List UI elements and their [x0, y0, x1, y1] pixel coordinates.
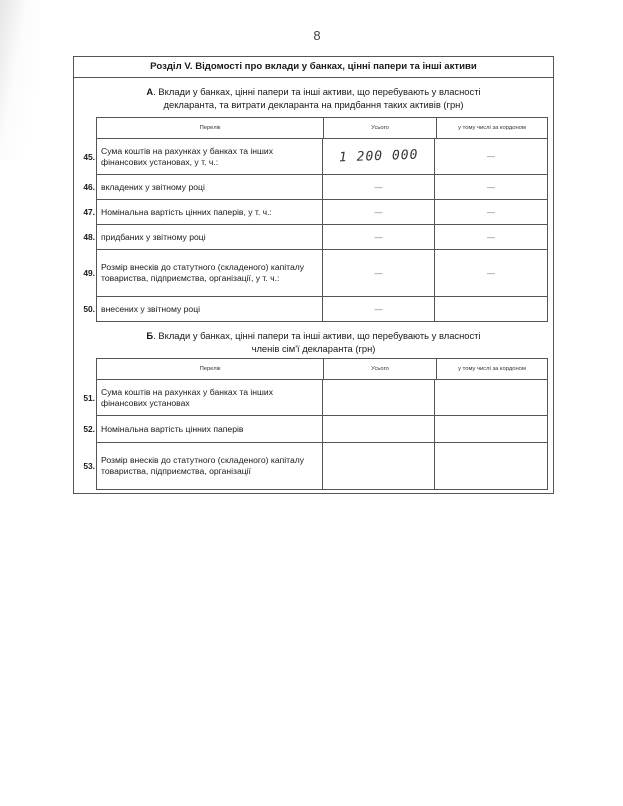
row-abroad — [435, 416, 547, 442]
part-a-heading — [74, 85, 553, 111]
part-b-table-body — [83, 380, 548, 490]
table-row — [83, 249, 547, 296]
row-label: Розмір внесків до статутного (складеного) капіталу товариства, підприємства, організації — [97, 443, 323, 489]
col-header-abroad: у тому числі за кордоном — [458, 366, 526, 372]
row-abroad — [435, 380, 547, 415]
row-number: 53. — [83, 461, 95, 471]
part-b-letter: Б — [146, 330, 154, 341]
col-header-total: Усього — [324, 118, 437, 138]
row-abroad: — — [487, 152, 495, 161]
col-header-list: Перелік — [97, 118, 324, 138]
row-number: 52. — [83, 424, 95, 434]
part-a-heading-line1: А. Вклади у банках, цінні папери та інші активи, що перебувають у власності — [146, 86, 481, 97]
table-row — [83, 139, 547, 174]
table-row — [83, 199, 547, 224]
part-b-heading-line2: членів сім'ї декларанта (грн) — [251, 343, 376, 354]
scan-shadow — [0, 0, 40, 160]
part-b-table-header — [96, 358, 548, 380]
row-label: Номінальна вартість цінних паперів, у т. ч.: — [97, 200, 323, 224]
row-number: 48. — [83, 232, 95, 242]
section-frame — [73, 56, 554, 494]
row-total: — — [323, 175, 435, 199]
col-header-list: Перелік — [97, 359, 324, 379]
table-row — [83, 442, 547, 489]
table-row — [83, 174, 547, 199]
part-a-table-body — [83, 139, 548, 322]
row-abroad: — — [487, 182, 495, 192]
row-total — [323, 380, 435, 415]
row-total — [323, 416, 435, 442]
row-number: 46. — [83, 182, 95, 192]
section-title: Розділ V. Відомості про вклади у банках, цінні папери та інші активи — [74, 57, 553, 78]
row-abroad — [435, 443, 547, 489]
row-total — [323, 443, 435, 489]
row-label: Розмір внесків до статутного (складеного) капіталу товариства, підприємства, організації, у т. ч.: — [97, 250, 323, 296]
col-header-abroad: у тому числі за кордоном — [458, 125, 526, 131]
row-label: Сума коштів на рахунках у банках та інших фінансових установах — [97, 380, 323, 415]
row-number: 50. — [83, 304, 95, 314]
row-abroad — [435, 297, 547, 321]
row-label: Номінальна вартість цінних паперів — [97, 416, 323, 442]
row-number: 49. — [83, 268, 95, 278]
row-total — [323, 139, 435, 174]
table-row — [83, 296, 547, 321]
row-total: — — [323, 250, 435, 296]
handwritten-amount: 1 200 000 — [338, 147, 419, 166]
part-a-heading-line2: декларанта, та витрати декларанта на придбання таких активів (грн) — [163, 99, 464, 110]
row-label: придбаних у звітному році — [97, 225, 323, 249]
row-label: вкладених у звітному році — [97, 175, 323, 199]
row-total: — — [323, 225, 435, 249]
page-number: 8 — [313, 28, 321, 43]
row-total: — — [323, 200, 435, 224]
row-label: внесених у звітному році — [97, 297, 323, 321]
row-abroad: — — [487, 268, 495, 278]
row-number: 47. — [83, 207, 95, 217]
part-a-table-header — [96, 117, 548, 139]
part-a-letter: А — [146, 86, 154, 97]
part-b-heading-line1: Б. Вклади у банках, цінні папери та інші активи, що перебувають у власності — [146, 330, 481, 341]
row-abroad: — — [487, 207, 495, 217]
row-total: — — [323, 297, 435, 321]
row-number: 45. — [83, 151, 95, 162]
part-b-heading — [74, 329, 553, 355]
row-abroad: — — [487, 232, 495, 242]
col-header-total: Усього — [324, 359, 437, 379]
row-label: Сума коштів на рахунках у банках та інших фінансових установах, у т. ч.: — [97, 139, 323, 174]
table-row — [83, 224, 547, 249]
table-row — [83, 380, 547, 415]
row-number: 51. — [83, 392, 95, 403]
table-row — [83, 415, 547, 442]
